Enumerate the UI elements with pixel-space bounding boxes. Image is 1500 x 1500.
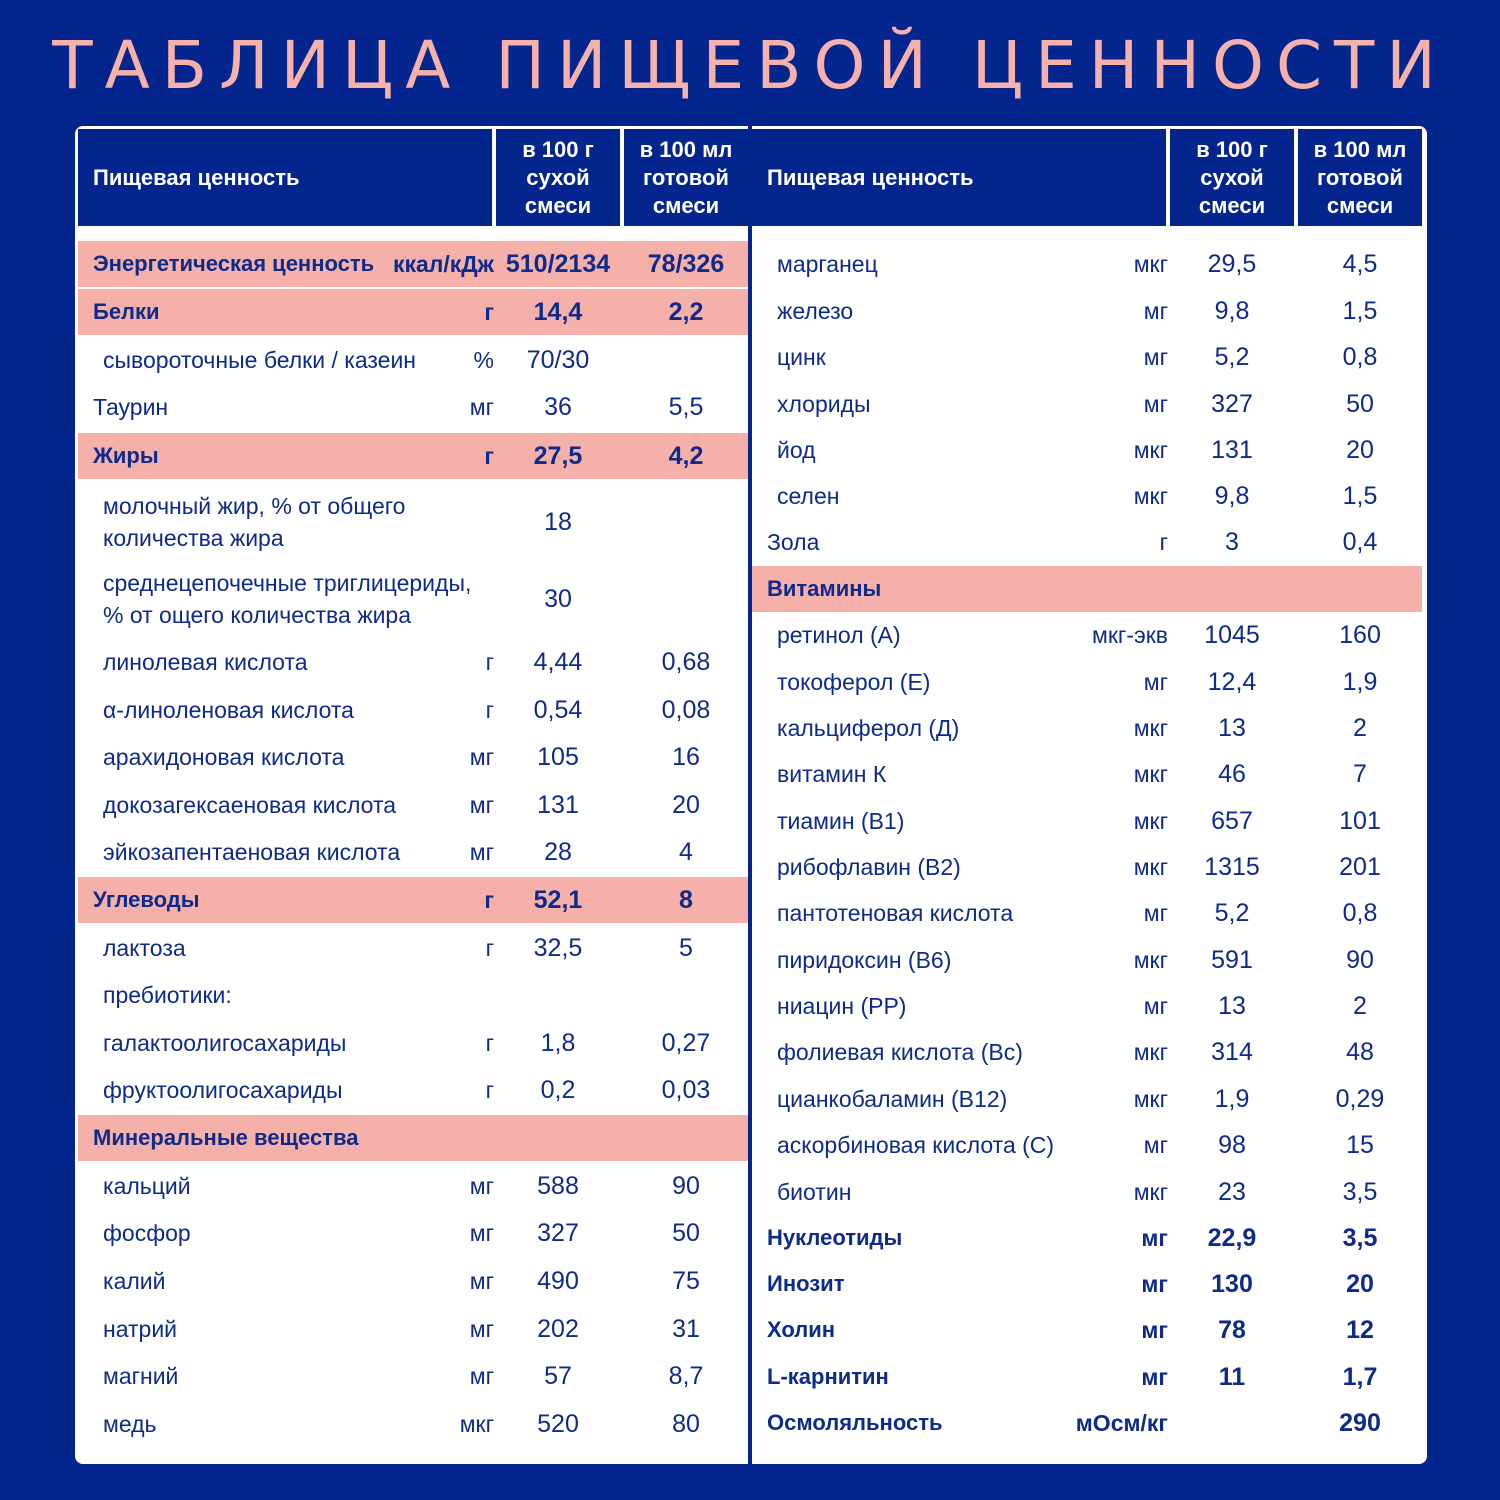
row-name: Таурин xyxy=(93,393,169,420)
value-per-100g: 3 xyxy=(1225,527,1239,556)
row-unit: мг xyxy=(1143,899,1168,926)
table-row xyxy=(78,1258,748,1304)
row-name: фосфор xyxy=(103,1219,191,1246)
row-unit: мкг xyxy=(1133,760,1168,787)
value-per-100ml: 20 xyxy=(1346,1269,1374,1298)
row-name: линолевая кислота xyxy=(103,648,308,675)
table-row xyxy=(752,566,1422,612)
value-per-100g: 314 xyxy=(1211,1037,1253,1066)
table-row xyxy=(752,1029,1422,1075)
table-row xyxy=(78,558,748,640)
row-name: йод xyxy=(777,436,816,463)
table-row xyxy=(78,433,748,479)
table-row xyxy=(752,519,1422,565)
row-name: магний xyxy=(103,1362,179,1389)
value-per-100ml: 7 xyxy=(1353,759,1367,788)
table-header xyxy=(752,129,1422,226)
value-per-100ml: 2 xyxy=(1353,713,1367,742)
value-per-100g: 202 xyxy=(537,1314,579,1343)
left-panel xyxy=(78,126,748,1464)
row-unit: мг xyxy=(469,393,494,420)
value-per-100g: 57 xyxy=(544,1361,572,1390)
table-row xyxy=(78,972,748,1018)
value-per-100g: 32,5 xyxy=(533,933,583,962)
table-row xyxy=(752,473,1422,519)
value-per-100g: 9,8 xyxy=(1214,481,1250,510)
row-name: лактоза xyxy=(103,934,186,961)
value-per-100ml: 0,4 xyxy=(1342,527,1378,556)
row-unit: мг xyxy=(1141,1270,1168,1297)
table-row xyxy=(752,844,1422,890)
value-per-100ml: 201 xyxy=(1339,852,1381,881)
value-per-100g: 98 xyxy=(1218,1130,1246,1159)
value-per-100ml xyxy=(624,481,748,563)
value-per-100g: 29,5 xyxy=(1207,249,1257,278)
row-name: α-линоленовая кислота xyxy=(103,696,354,723)
table-row xyxy=(78,1353,748,1399)
value-per-100ml: 1,5 xyxy=(1342,481,1378,510)
table-row xyxy=(78,1067,748,1113)
row-unit: г xyxy=(485,696,494,723)
table-row xyxy=(752,427,1422,473)
row-unit: мкг xyxy=(1133,482,1168,509)
table-row xyxy=(78,1210,748,1256)
row-name: кальций xyxy=(103,1172,191,1199)
table-row xyxy=(78,1306,748,1352)
right-panel xyxy=(752,126,1422,1464)
row-name: биотин xyxy=(777,1178,852,1205)
value-per-100g: 0,54 xyxy=(533,695,583,724)
table-header xyxy=(78,129,748,226)
row-unit: мкг xyxy=(1133,250,1168,277)
row-unit: г xyxy=(485,934,494,961)
table-row xyxy=(78,241,748,287)
value-per-100ml: 12 xyxy=(1346,1315,1374,1344)
table-row xyxy=(752,659,1422,705)
table-row xyxy=(752,1122,1422,1168)
value-per-100g: 588 xyxy=(537,1171,579,1200)
value-per-100g: 105 xyxy=(537,742,579,771)
row-unit: мкг xyxy=(1133,853,1168,880)
value-per-100g: 1,8 xyxy=(540,1028,576,1057)
row-name: хлориды xyxy=(777,390,871,417)
value-per-100g: 14,4 xyxy=(533,297,583,326)
value-per-100ml: 78/326 xyxy=(647,249,725,278)
value-per-100g: 9,8 xyxy=(1214,296,1250,325)
value-per-100g: 1,9 xyxy=(1214,1084,1250,1113)
row-unit: г xyxy=(484,442,494,469)
value-per-100ml: 101 xyxy=(1339,806,1381,835)
table-row xyxy=(752,288,1422,334)
value-per-100ml: 0,68 xyxy=(661,647,711,676)
value-per-100g: 510/2134 xyxy=(505,249,611,278)
value-per-100g xyxy=(496,972,620,1018)
row-name: пиридоксин (В6) xyxy=(777,946,952,973)
value-per-100g: 18 xyxy=(544,507,572,536)
table-row xyxy=(752,983,1422,1029)
value-per-100ml: 0,29 xyxy=(1335,1084,1385,1113)
table-row xyxy=(752,1307,1422,1353)
header-name: Пищевая ценность xyxy=(78,129,492,226)
value-per-100g: 13 xyxy=(1218,713,1246,742)
value-per-100ml: 4 xyxy=(679,837,693,866)
row-name: витамин К xyxy=(777,760,887,787)
value-per-100g: 591 xyxy=(1211,945,1253,974)
value-per-100ml: 1,9 xyxy=(1342,667,1378,696)
row-name: селен xyxy=(777,482,840,509)
row-unit: мг xyxy=(1143,668,1168,695)
row-unit: мг xyxy=(1141,1224,1168,1251)
table-row xyxy=(78,1401,748,1447)
value-per-100g: 131 xyxy=(537,790,579,819)
value-per-100ml: 290 xyxy=(1339,1408,1381,1437)
value-per-100g: 36 xyxy=(544,392,572,421)
value-per-100g: 4,44 xyxy=(533,647,583,676)
row-unit: г xyxy=(485,1029,494,1056)
table-row xyxy=(78,1020,748,1066)
row-name: натрий xyxy=(103,1315,178,1342)
row-unit: мг xyxy=(1143,992,1168,1019)
row-name: Холин xyxy=(767,1317,836,1342)
row-unit: мг xyxy=(1143,390,1168,417)
value-per-100ml: 3,5 xyxy=(1342,1223,1378,1252)
row-name: докозагексаеновая кислота xyxy=(103,791,397,818)
value-per-100ml: 2 xyxy=(1353,991,1367,1020)
row-name: калий xyxy=(103,1267,166,1294)
row-name: ретинол (А) xyxy=(777,621,901,648)
row-name: кальциферол (Д) xyxy=(777,714,960,741)
row-unit: % xyxy=(473,346,494,373)
row-name: рибофлавин (В2) xyxy=(777,853,961,880)
value-per-100ml: 4,2 xyxy=(668,441,704,470)
value-per-100ml: 20 xyxy=(672,790,700,819)
row-unit: мкг xyxy=(1133,1178,1168,1205)
value-per-100ml: 0,8 xyxy=(1342,342,1378,371)
table-row xyxy=(78,639,748,685)
value-per-100g: 23 xyxy=(1218,1177,1246,1206)
row-unit: мкг xyxy=(1133,436,1168,463)
row-unit: мг xyxy=(1141,1316,1168,1343)
row-unit: г xyxy=(484,886,494,913)
row-name: эйкозапентаеновая кислота xyxy=(103,838,401,865)
value-per-100ml xyxy=(624,337,748,383)
table-row xyxy=(752,1169,1422,1215)
value-per-100g: 22,9 xyxy=(1207,1223,1257,1252)
value-per-100g: 520 xyxy=(537,1409,579,1438)
row-unit: мкг xyxy=(1133,1085,1168,1112)
table-row xyxy=(78,384,748,430)
row-name: галактоолигосахариды xyxy=(103,1029,347,1056)
row-unit: мг xyxy=(1141,1363,1168,1390)
value-per-100ml: 31 xyxy=(672,1314,700,1343)
value-per-100ml: 80 xyxy=(672,1409,700,1438)
header-per-100g: в 100 г сухой смеси xyxy=(496,129,620,226)
value-per-100g: 131 xyxy=(1211,435,1253,464)
row-unit: мг xyxy=(469,791,494,818)
value-per-100g: 5,2 xyxy=(1214,898,1250,927)
value-per-100ml: 8 xyxy=(679,885,693,914)
row-unit: г xyxy=(1159,528,1168,555)
row-unit: мг xyxy=(469,1362,494,1389)
row-unit: ккал/кДж xyxy=(392,250,494,277)
table-row xyxy=(752,1400,1422,1446)
value-per-100ml xyxy=(1298,566,1422,612)
row-unit: мг xyxy=(469,743,494,770)
row-name: Зола xyxy=(767,528,820,555)
value-per-100ml: 0,8 xyxy=(1342,898,1378,927)
table-row xyxy=(752,381,1422,427)
row-name: Осмоляльность xyxy=(767,1410,943,1435)
table-row xyxy=(752,1354,1422,1400)
row-name: Жиры xyxy=(93,443,159,468)
table-row xyxy=(78,925,748,971)
row-name: L-карнитин xyxy=(767,1364,889,1389)
row-unit: мг xyxy=(1143,343,1168,370)
table-row xyxy=(752,241,1422,287)
value-per-100g: 30 xyxy=(544,584,572,613)
value-per-100g: 130 xyxy=(1211,1269,1253,1298)
value-per-100g: 657 xyxy=(1211,806,1253,835)
row-name: тиамин (В1) xyxy=(777,807,905,834)
header-name: Пищевая ценность xyxy=(752,129,1166,226)
value-per-100ml: 1,7 xyxy=(1342,1362,1378,1391)
row-name: сывороточные белки / казеин xyxy=(103,346,416,373)
row-unit: г xyxy=(485,1076,494,1103)
value-per-100ml: 0,08 xyxy=(661,695,711,724)
row-unit: мкг xyxy=(1133,946,1168,973)
value-per-100g: 490 xyxy=(537,1266,579,1295)
value-per-100ml: 75 xyxy=(672,1266,700,1295)
row-name: марганец xyxy=(777,250,878,277)
table-row xyxy=(78,337,748,383)
row-name: токоферол (Е) xyxy=(777,668,931,695)
value-per-100ml: 0,03 xyxy=(661,1075,711,1104)
header-per-100ml: в 100 мл готовой смеси xyxy=(624,129,748,226)
row-name: Энергетическая ценность xyxy=(93,251,375,276)
row-unit: мкг xyxy=(1133,714,1168,741)
value-per-100g: 28 xyxy=(544,837,572,866)
value-per-100g: 1045 xyxy=(1204,620,1260,649)
row-unit: мг xyxy=(469,1172,494,1199)
value-per-100ml: 160 xyxy=(1339,620,1381,649)
value-per-100g xyxy=(1170,566,1294,612)
value-per-100ml: 90 xyxy=(1346,945,1374,974)
value-per-100g: 1315 xyxy=(1204,852,1260,881)
value-per-100g xyxy=(496,1115,620,1161)
value-per-100ml: 90 xyxy=(672,1171,700,1200)
row-unit: мкг-экв xyxy=(1092,621,1168,648)
row-name: арахидоновая кислота xyxy=(103,743,345,770)
table-row xyxy=(78,782,748,828)
value-per-100g: 52,1 xyxy=(533,885,583,914)
table-row xyxy=(78,1163,748,1209)
row-unit: мг xyxy=(1143,297,1168,324)
table-row xyxy=(752,798,1422,844)
page-title: ТАБЛИЦА ПИЩЕВОЙ ЦЕННОСТИ xyxy=(52,27,1448,104)
value-per-100g: 5,2 xyxy=(1214,342,1250,371)
row-unit: мг xyxy=(469,1315,494,1342)
table-row xyxy=(78,829,748,875)
value-per-100g: 327 xyxy=(537,1218,579,1247)
row-unit: г xyxy=(485,648,494,675)
table-row xyxy=(752,612,1422,658)
value-per-100g: 0,2 xyxy=(540,1075,576,1104)
table-row xyxy=(78,289,748,335)
row-unit: мОсм/кг xyxy=(1075,1409,1168,1436)
value-per-100ml xyxy=(624,972,748,1018)
value-per-100g: 327 xyxy=(1211,389,1253,418)
value-per-100ml: 48 xyxy=(1346,1037,1374,1066)
row-name: Минеральные вещества xyxy=(93,1125,359,1150)
table-row xyxy=(752,937,1422,983)
value-per-100g: 13 xyxy=(1218,991,1246,1020)
row-name: ниацин (РР) xyxy=(777,992,907,1019)
row-name: Углеводы xyxy=(93,887,200,912)
row-name: пантотеновая кислота xyxy=(777,899,1014,926)
value-per-100g: 70/30 xyxy=(526,345,590,374)
row-name: Нуклеотиды xyxy=(767,1225,903,1250)
value-per-100ml: 2,2 xyxy=(668,297,704,326)
row-name: аскорбиновая кислота (С) xyxy=(777,1131,1055,1158)
value-per-100ml: 20 xyxy=(1346,435,1374,464)
row-name: фруктоолигосахариды xyxy=(103,1076,343,1103)
value-per-100g: 12,4 xyxy=(1207,667,1257,696)
row-name: Инозит xyxy=(767,1271,845,1296)
value-per-100ml: 16 xyxy=(672,742,700,771)
table-row xyxy=(78,481,748,563)
row-name: цинк xyxy=(777,343,826,370)
table-row xyxy=(78,1115,748,1161)
value-per-100ml: 50 xyxy=(672,1218,700,1247)
row-name: Витамины xyxy=(767,576,882,601)
header-per-100ml: в 100 мл готовой смеси xyxy=(1298,129,1422,226)
value-per-100ml: 50 xyxy=(1346,389,1374,418)
table-row xyxy=(752,1215,1422,1261)
row-unit: мкг xyxy=(1133,1038,1168,1065)
value-per-100g: 11 xyxy=(1218,1362,1246,1391)
header-per-100g: в 100 г сухой смеси xyxy=(1170,129,1294,226)
row-name: среднецепочечные триглицериды, % от ощего количества жира xyxy=(103,570,472,628)
row-name: молочный жир, % от общего количества жира xyxy=(103,493,406,551)
value-per-100g xyxy=(1170,1400,1294,1446)
table-row xyxy=(752,1076,1422,1122)
value-per-100ml xyxy=(624,558,748,640)
table-row xyxy=(752,334,1422,380)
value-per-100ml: 15 xyxy=(1346,1130,1374,1159)
row-unit: г xyxy=(484,298,494,325)
table-row xyxy=(78,734,748,780)
row-unit: мкг xyxy=(1133,807,1168,834)
row-name: Белки xyxy=(93,299,160,324)
table-row xyxy=(752,890,1422,936)
table-row xyxy=(752,751,1422,797)
table-row xyxy=(752,705,1422,751)
value-per-100ml: 0,27 xyxy=(661,1028,711,1057)
value-per-100ml: 1,5 xyxy=(1342,296,1378,325)
row-name: пребиотики: xyxy=(103,981,232,1008)
value-per-100ml: 8,7 xyxy=(668,1361,704,1390)
row-name: фолиевая кислота (Вс) xyxy=(777,1038,1023,1065)
value-per-100ml xyxy=(624,1115,748,1161)
nutrition-table xyxy=(75,126,1427,1464)
row-unit: мкг xyxy=(459,1410,494,1437)
row-name: цианкобаламин (В12) xyxy=(777,1085,1008,1112)
value-per-100ml: 4,5 xyxy=(1342,249,1378,278)
row-name: железо xyxy=(777,297,854,324)
row-unit: мг xyxy=(1143,1131,1168,1158)
value-per-100ml: 5,5 xyxy=(668,392,704,421)
value-per-100g: 27,5 xyxy=(533,441,583,470)
value-per-100ml: 5 xyxy=(679,933,693,962)
value-per-100g: 46 xyxy=(1218,759,1246,788)
row-name: медь xyxy=(103,1410,157,1437)
table-row xyxy=(752,1261,1422,1307)
row-unit: мг xyxy=(469,1267,494,1294)
table-row xyxy=(78,687,748,733)
table-row xyxy=(78,877,748,923)
row-unit: мг xyxy=(469,1219,494,1246)
value-per-100g: 78 xyxy=(1218,1315,1246,1344)
row-unit: мг xyxy=(469,838,494,865)
value-per-100ml: 3,5 xyxy=(1342,1177,1378,1206)
